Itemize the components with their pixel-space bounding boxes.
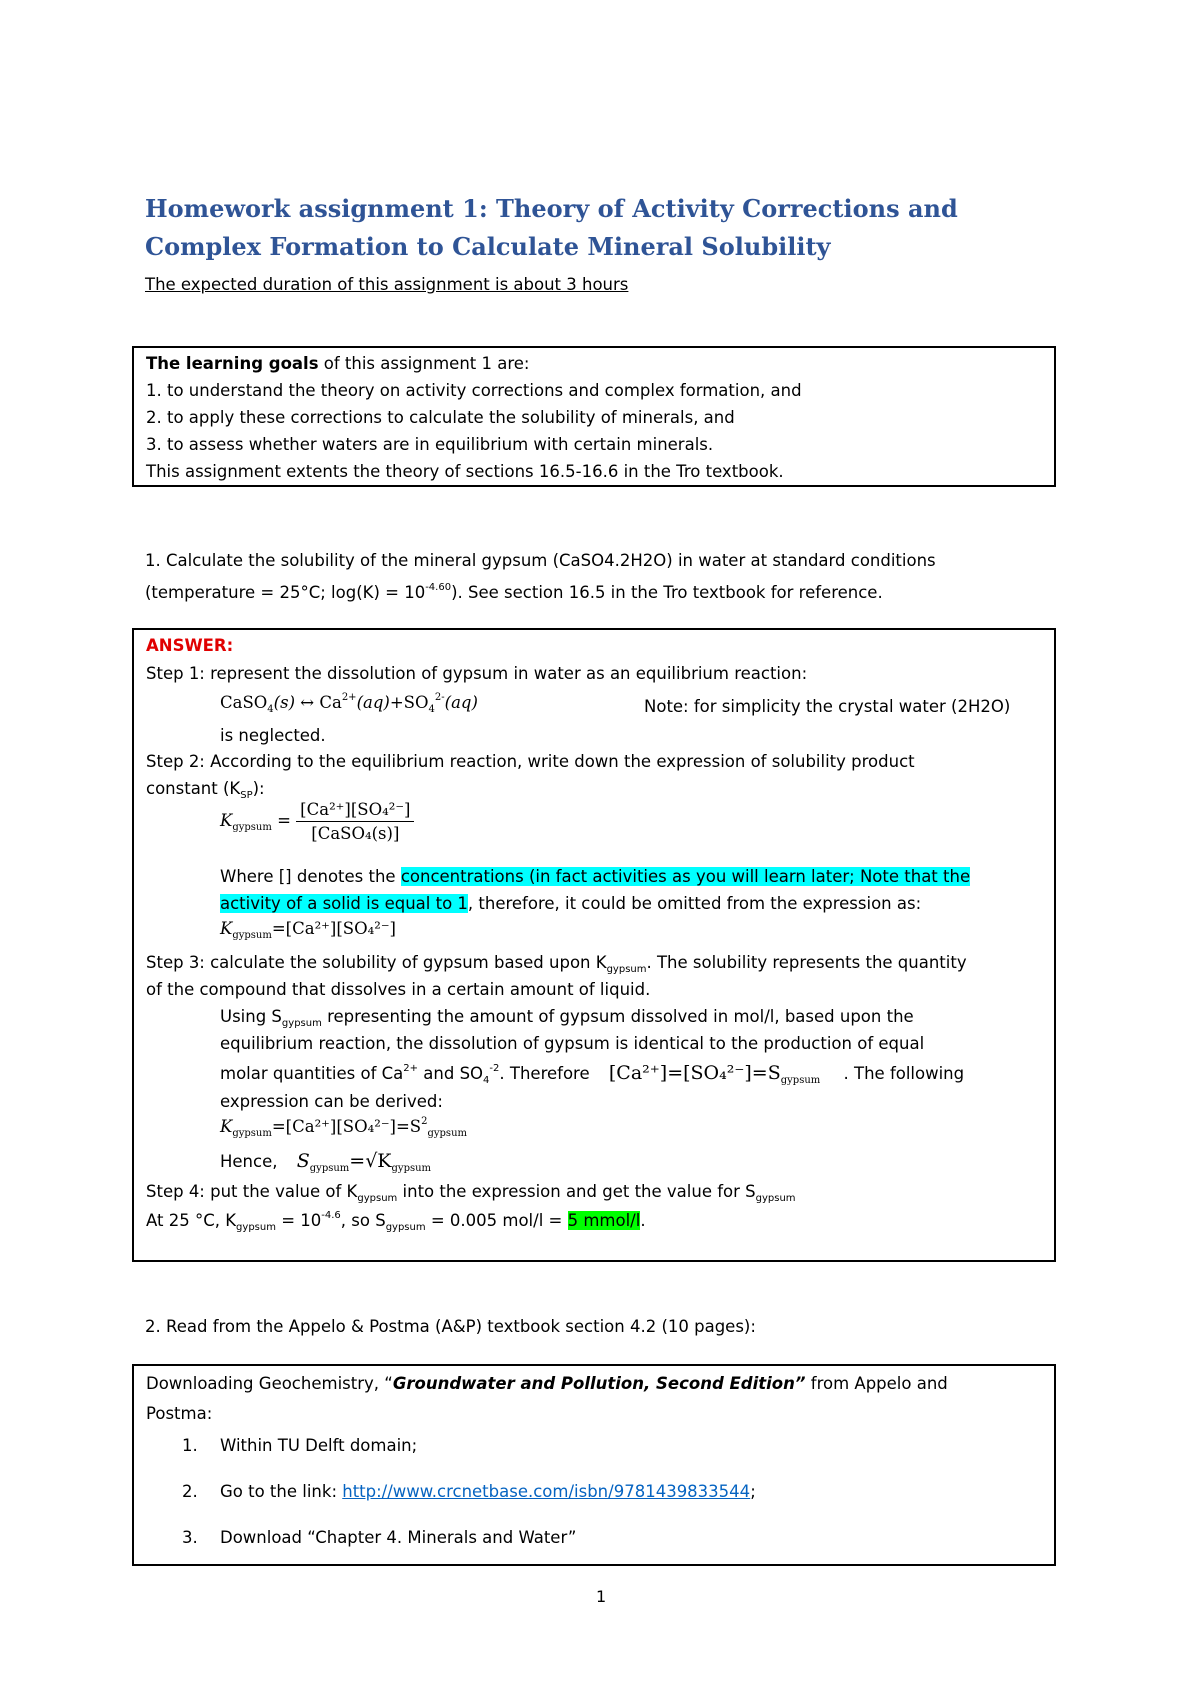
download-box xyxy=(132,1364,1056,1566)
using-line-4: expression can be derived: xyxy=(220,1092,443,1111)
step-2: Step 2: According to the equilibrium reaction, write down the expression of solubility product xyxy=(146,752,915,771)
step-4-result: At 25 °C, $K_{gypsum} = 10^{-4.6}$, so $S_{gypsum} = 0.005$ mol/l = 5 mmol/l. xyxy=(146,1210,646,1233)
learning-goals-box xyxy=(132,346,1056,487)
page-number: 1 xyxy=(596,1587,607,1606)
question-1-line2: (temperature = 25°C; $\log(K) = 10^{-4.60}$). See section 16.5 in the Tro textbook for reference. xyxy=(145,582,883,602)
using-line-3: molar quantities of $Ca^{2+}$ and $SO_4^{-2}$. Therefore $[Ca^{2+}]=[SO_4^{2-}]=S_{gypsum}$ . The following xyxy=(220,1062,965,1086)
ksp-fraction-equation: $K_{gypsum}$ = $\frac{\text{[Ca²⁺][SO₄²⁻]}}{\text{[CaSO₄(s)]}}$ xyxy=(220,800,414,843)
goals-intro: The learning goals of this assignment 1 are: xyxy=(146,354,530,373)
download-line2: Postma: xyxy=(146,1404,213,1423)
step-3: Step 3: calculate the solubility of gypsum based upon $K_{gypsum}$. The solubility represents the quantity xyxy=(146,953,967,975)
download-step-2: 2. Go to the link: http://www.crcnetbase.com/isbn/9781439833544; xyxy=(182,1482,756,1501)
highlight-cyan: activity of a solid is equal to 1 xyxy=(220,894,468,913)
where-line-cont: activity of a solid is equal to 1, therefore, it could be omitted from the expression as: xyxy=(220,894,922,913)
goal-item: 2. to apply these corrections to calculate the solubility of minerals, and xyxy=(146,408,735,427)
crcnetbase-link[interactable]: http://www.crcnetbase.com/isbn/9781439833544 xyxy=(342,1482,751,1501)
step-3-cont: of the compound that dissolves in a certain amount of liquid. xyxy=(146,980,651,999)
goal-item: 1. to understand the theory on activity corrections and complex formation, and xyxy=(146,381,802,400)
highlight-green: 5 mmol/l xyxy=(567,1211,641,1230)
highlight-cyan: concentrations (in fact activities as you will learn later; Note that the xyxy=(400,867,971,886)
download-line1: Downloading Geochemistry, “Groundwater and Pollution, Second Edition” from Appelo and xyxy=(146,1374,948,1393)
goal-item: 3. to assess whether waters are in equilibrium with certain minerals. xyxy=(146,435,714,454)
hence-equation: $S_{gypsum}=√K_{gypsum}$ xyxy=(296,1150,432,1174)
download-step-3: 3. Download “Chapter 4. Minerals and Water” xyxy=(182,1528,577,1547)
step-2-cont: constant $(K_{SP})$: xyxy=(146,779,265,801)
ksp-fraction: $\frac{\text{[Ca²⁺][SO₄²⁻]}}{\text{[CaSO₄(s)]}}$ xyxy=(296,800,414,843)
download-step-1: 1. Within TU Delft domain; xyxy=(182,1436,418,1455)
question-2: 2. Read from the Appelo & Postma (A&P) textbook section 4.2 (10 pages): xyxy=(145,1317,756,1336)
answer-box xyxy=(132,628,1056,1262)
step-1: Step 1: represent the dissolution of gypsum in water as an equilibrium reaction: xyxy=(146,664,808,683)
using-line-2: equilibrium reaction, the dissolution of gypsum is identical to the production of equal xyxy=(220,1034,925,1053)
where-line: Where [] denotes the concentrations (in fact activities as you will learn later; Note that the xyxy=(220,867,971,886)
equality-equation: $[Ca^{2+}]=[SO_4^{2-}]=S_{gypsum}$ xyxy=(608,1062,821,1086)
using-line: Using $S_{gypsum}$ representing the amount of gypsum dissolved in mol/l, based upon the xyxy=(220,1007,914,1029)
ksp-simple-equation: $K_{gypsum}=[Ca^{2+}][SO_4^{2-}]$ xyxy=(220,919,396,941)
goals-note: This assignment extents the theory of sections 16.5-16.6 in the Tro textbook. xyxy=(146,462,784,481)
hence-line: Hence, $S_{gypsum}=√K_{gypsum}$ xyxy=(220,1150,432,1174)
derived-equation: $K_{gypsum}=[Ca^{2+}][SO_4^{2-}]=S^2_{gypsum}$ xyxy=(220,1116,467,1139)
dissolution-equation: CaSO$_4$(s) ↔ $Ca^{2+}(aq)+SO_4^{2-}(aq)$ xyxy=(220,692,478,715)
question-1-line1: 1. Calculate the solubility of the mineral gypsum (CaSO4.2H2O) in water at standard conditions xyxy=(145,551,936,570)
duration-note: The expected duration of this assignment is about 3 hours xyxy=(145,275,629,294)
step-1-note-cont: is neglected. xyxy=(220,726,326,745)
answer-label: ANSWER: xyxy=(146,636,234,655)
page-title: Homework assignment 1: Theory of Activity Corrections and Complex Formation to Calculate Mineral Solubility xyxy=(145,194,958,261)
step-1-note: Note: for simplicity the crystal water (2H2O) xyxy=(644,697,1011,716)
step-4: Step 4: put the value of $K_{gypsum}$ into the expression and get the value for $S_{gypsum}$ xyxy=(146,1182,796,1204)
